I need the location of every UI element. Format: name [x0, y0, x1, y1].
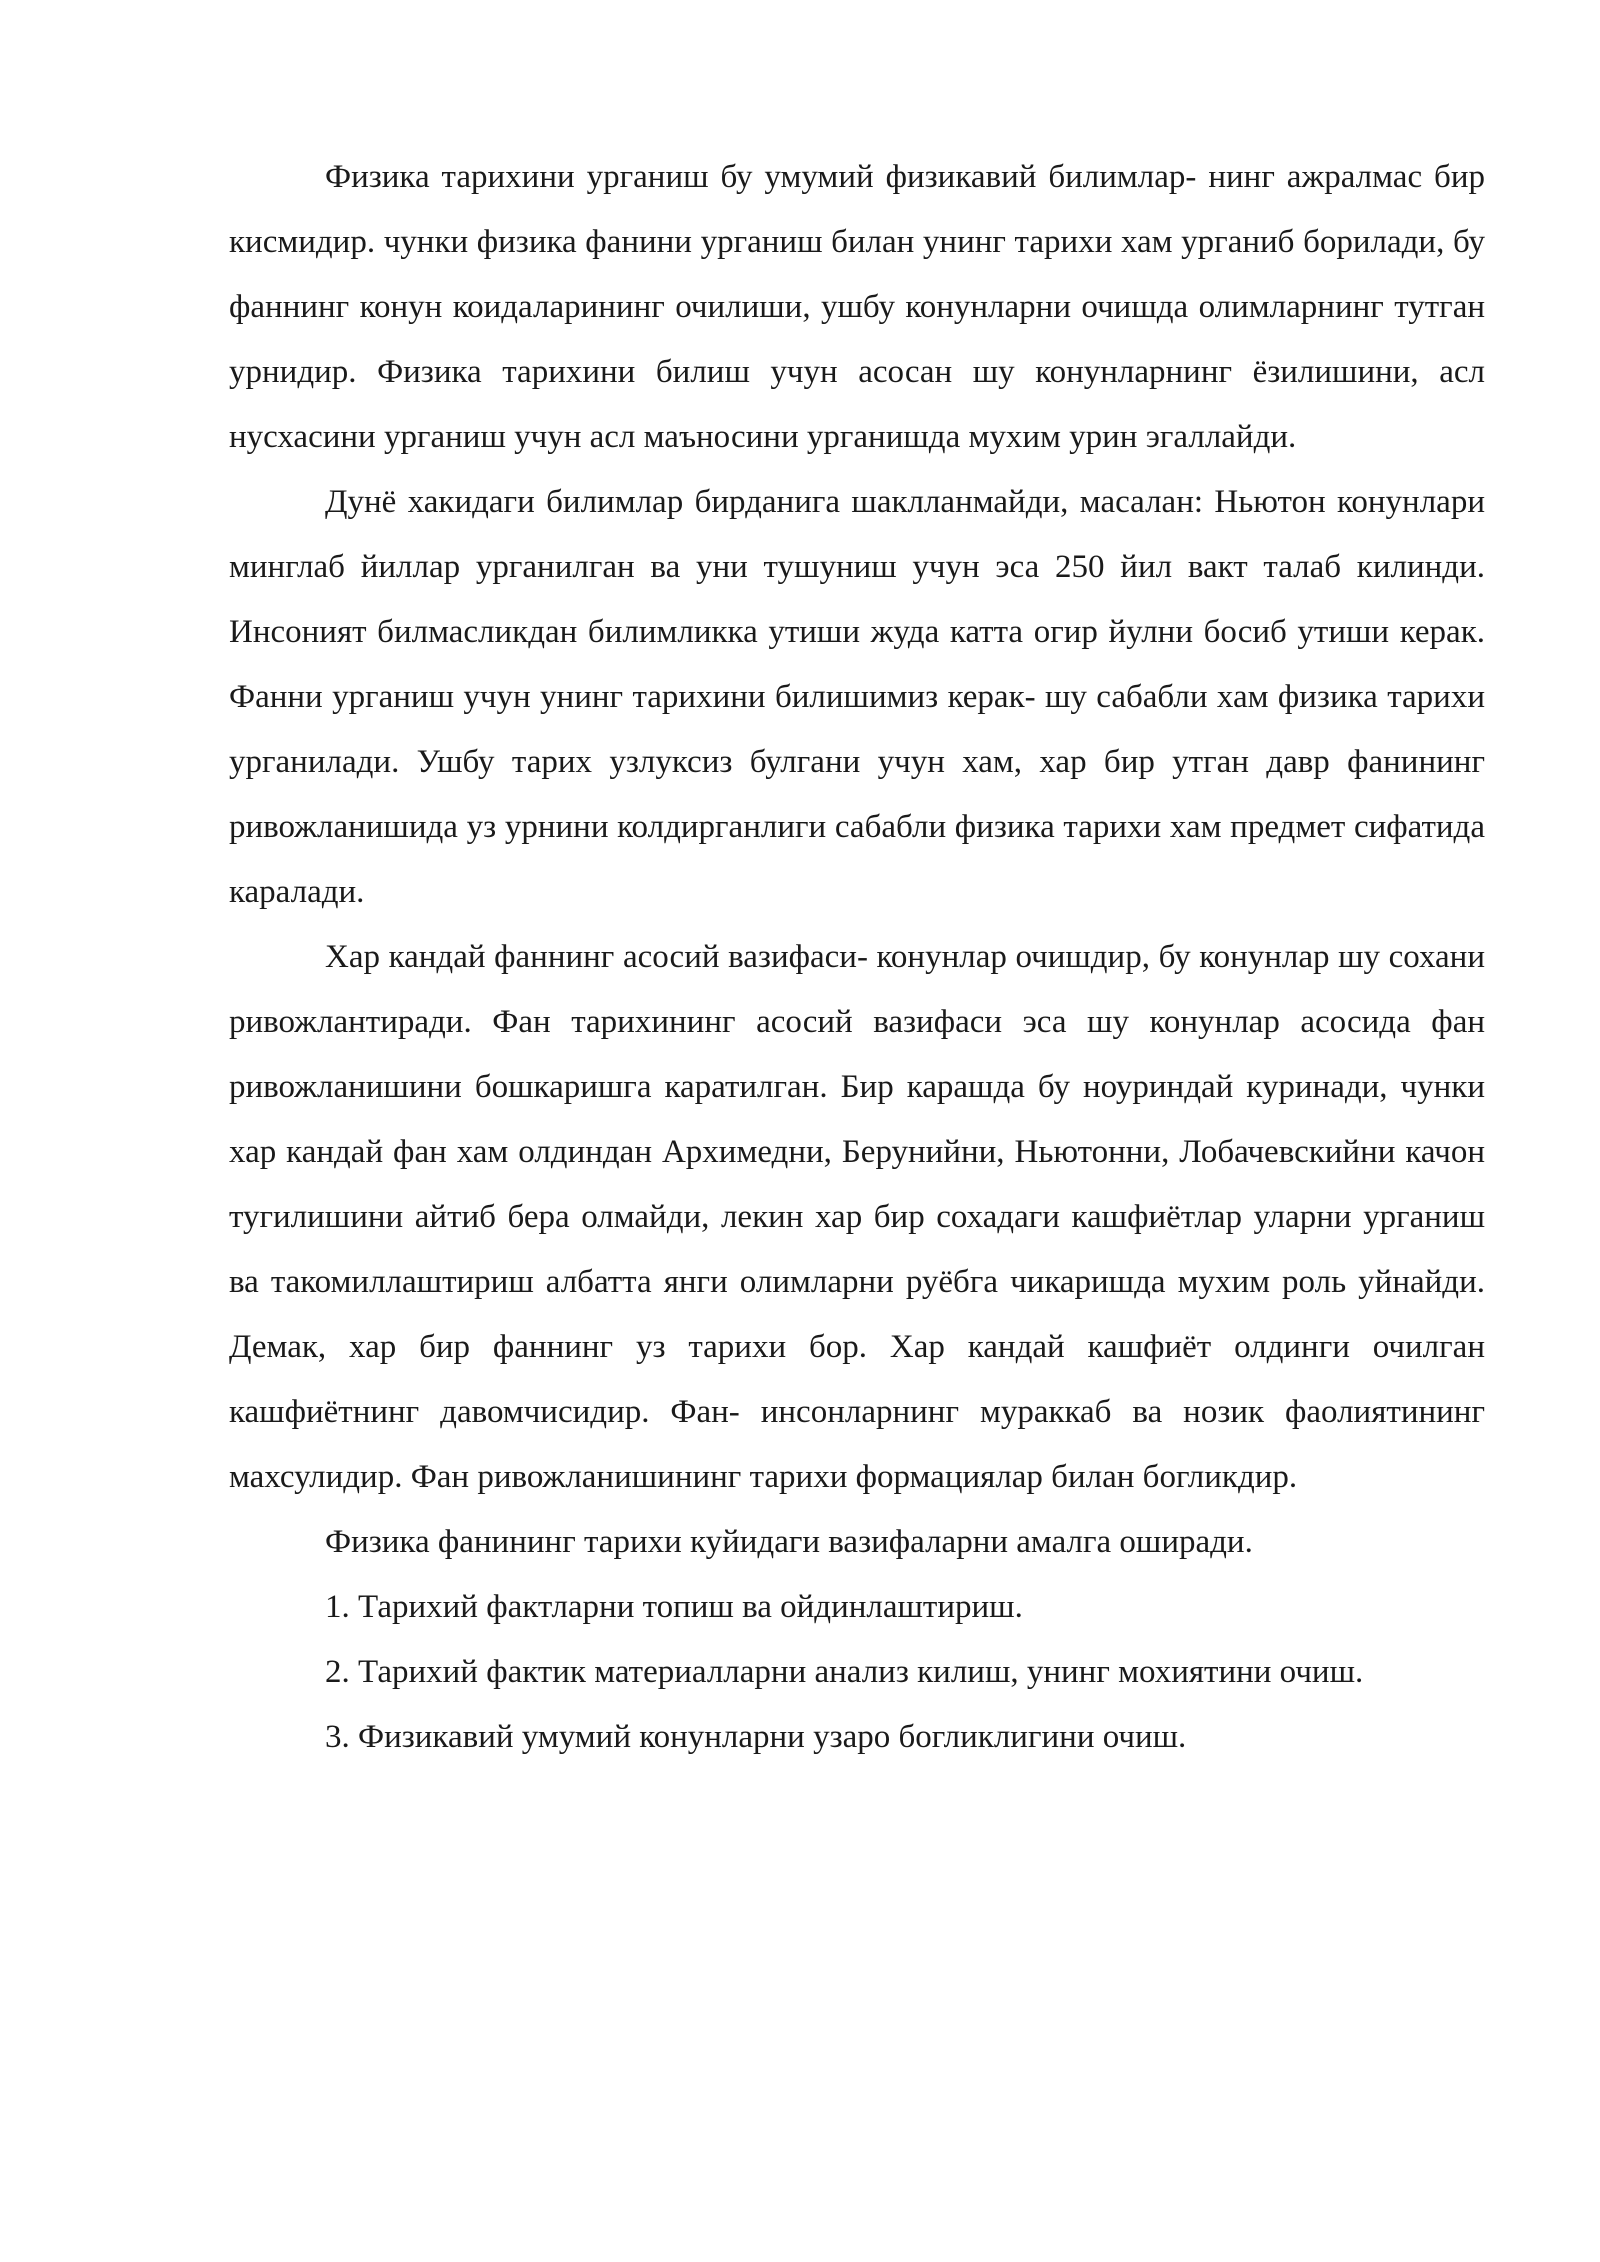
paragraph: Дунё хакидаги билимлар бирданига шаклланмайди, масалан: Ньютон конунлари минглаб йиллар урганилган ва уни тушуниш учун эса 250 йил вакт талаб килинди. Инсоният билмасликдан билимликка утиши жуда катта огир йулни босиб утиши керак. Фанни урганиш учун унинг тарихини билишимиз керак- шу сабабли хам физика тарихи урганилади. Ушбу тарих узлуксиз булгани учун хам, хар бир утган давр фанининг ривожланишида уз урнини колдирганлиги сабабли физика тарихи хам предмет сифатида каралади.	[229, 484, 1485, 910]
list-item: 1. Тарихий фактларни топиш ва ойдинлаштириш.	[325, 1589, 1023, 1625]
list-item: 2. Тарихий фактик материалларни анализ килиш, унинг мохиятини очиш.	[325, 1654, 1364, 1690]
list-item: 3. Физикавий умумий конунларни узаро богликлигини очиш.	[325, 1719, 1187, 1755]
paragraph: Физика тарихини урганиш бу умумий физикавий билимлар- нинг ажралмас бир кисмидир. чунки физика фанини урганиш билан унинг тарихи хам урганиб борилади, бу фаннинг конун коидаларининг очилиши, ушбу конунларни очишда олимларнинг тутган урнидир. Физика тарихини билиш учун асосан шу конунларнинг ёзилишини, асл нусхасини урганиш учун асл маъносини урганишда мухим урин эгаллайди.	[229, 159, 1485, 455]
paragraph: Хар кандай фаннинг асосий вазифаси- конунлар очишдир, бу конунлар шу сохани ривожлантиради. Фан тарихининг асосий вазифаси эса шу конунлар асосида фан ривожланишини бошкаришга каратилган. Бир карашда бу ноуриндай куринади, чунки хар кандай фан хам олдиндан Архимедни, Берунийни, Ньютонни, Лобачевскийни качон тугилишини айтиб бера олмайди, лекин хар бир сохадаги кашфиётлар уларни урганиш ва такомиллаштириш албатта янги олимларни руёбга чикаришда мухим роль уйнайди. Демак, хар бир фаннинг уз тарихи бор. Хар кандай кашфиёт олдинги очилган кашфиётнинг давомчисидир. Фан- инсонларнинг мураккаб ва нозик фаолиятининг махсулидир. Фан ривожланишининг тарихи формациялар билан богликдир.	[229, 939, 1485, 1495]
paragraph: Физика фанининг тарихи куйидаги вазифаларни амалга оширади.	[325, 1524, 1253, 1560]
document-body	[229, 145, 1485, 1770]
